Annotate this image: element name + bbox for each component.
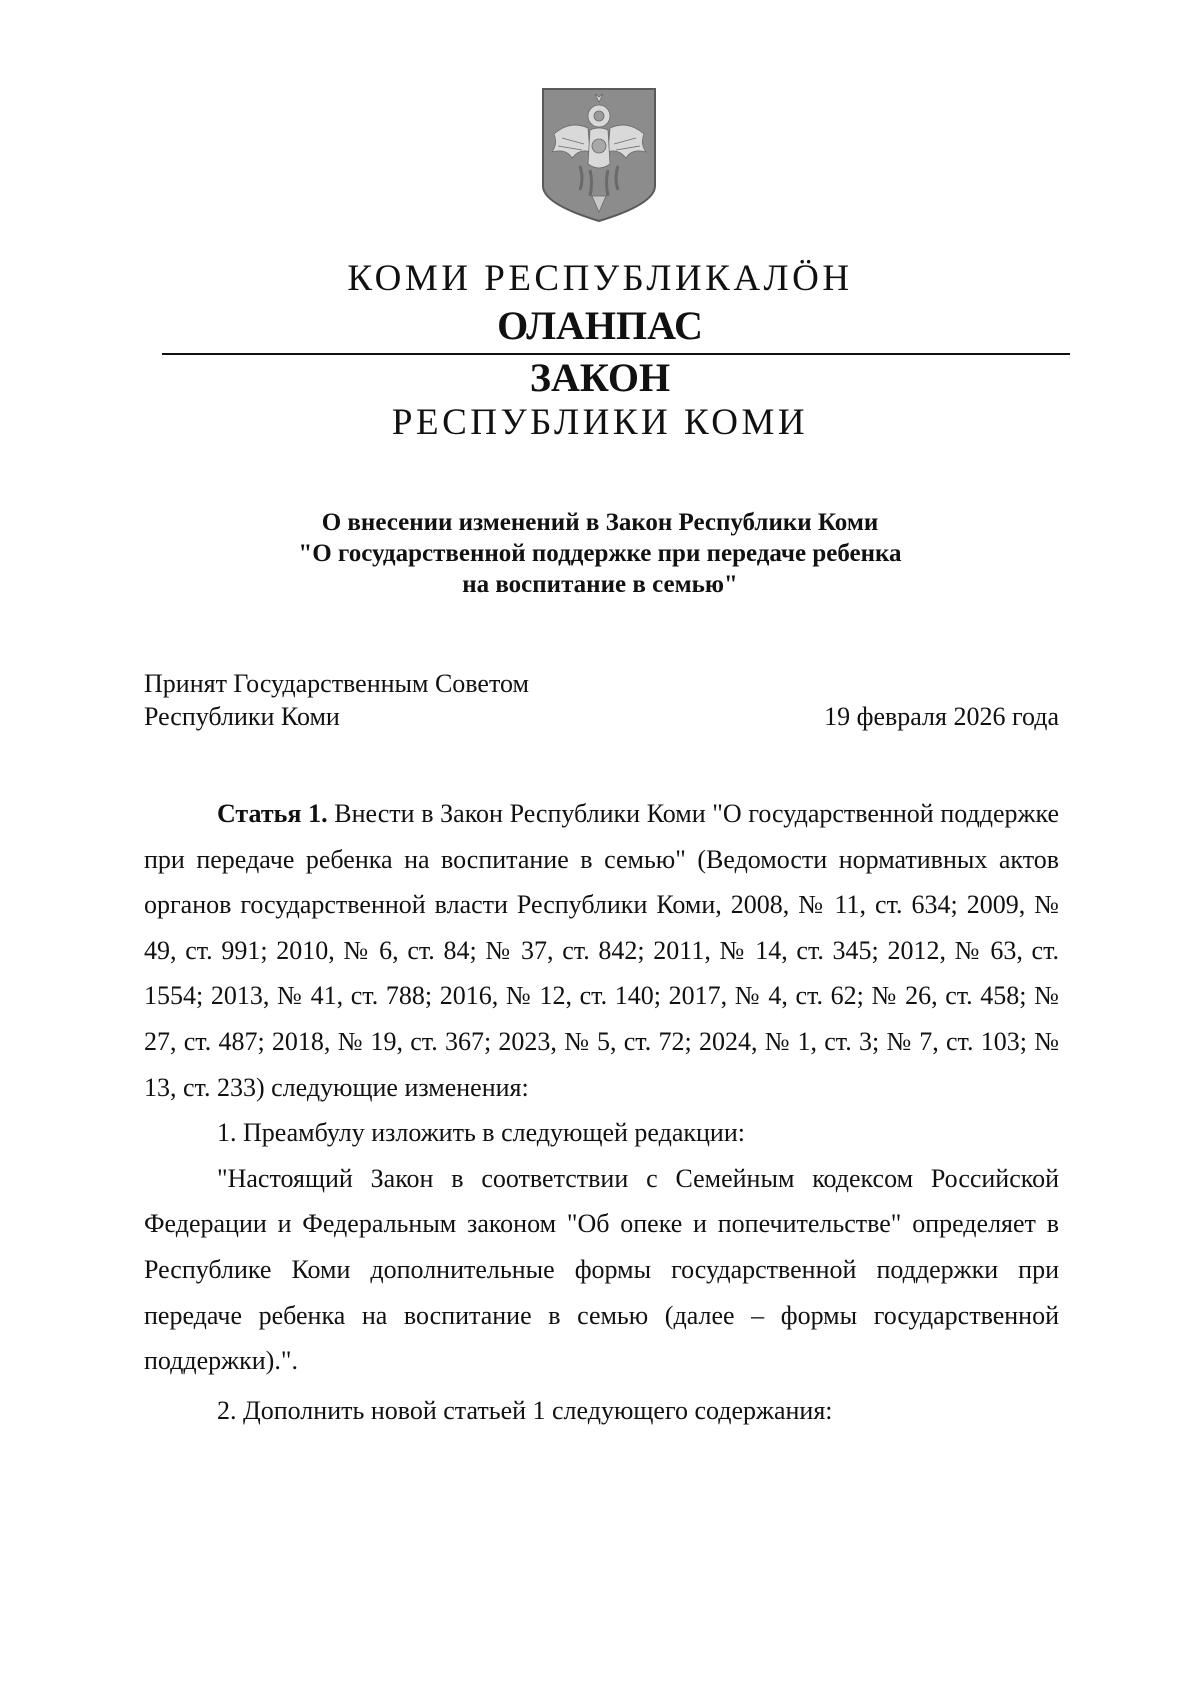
header-olanpas: ОЛАНПАС	[497, 303, 703, 348]
adoption-date: 19 февраля 2026 года	[824, 702, 1059, 731]
law-body	[144, 791, 1059, 1433]
article-text: Внести в Закон Республики Коми "О государственной поддержке при передаче ребенка на воспитание в семью" (Ведомости нормативных актов органов государственной власти Республики Коми, 2008, № 11, ст. 634; 2009, № 49, ст. 991; 2010, № 6, ст. 84; № 37, ст. 842; 2011, № 14, ст. 345; 2012, № 63, ст. 1554; 2013, № 41, ст. 788; 2016, № 12, ст. 140; 2017, № 4, ст. 62; № 26, ст. 458; № 27, ст. 487; 2018, № 19, ст. 367; 2023, № 5, ст. 72; 2024, № 1, ст. 3; № 7, ст. 103; № 13, ст. 233) следующие изменения:	[144, 799, 1059, 1102]
item-2-paragraph: 2. Дополнить новой статьей 1 следующего содержания:	[217, 1395, 833, 1425]
law-title-line: "О государственной поддержке при передаче ребенка	[298, 540, 902, 567]
adoption-info	[144, 667, 529, 733]
item-1-paragraph: 1. Преамбулу изложить в следующей редакции:	[217, 1118, 745, 1148]
komi-coat-of-arms-emblem	[540, 86, 658, 224]
article-label: Статья 1.	[217, 799, 328, 828]
header-zakon: ЗАКОН	[529, 355, 671, 400]
adopted-by-line: Принят Государственным Советом	[144, 669, 529, 698]
article-1-paragraph	[144, 791, 1059, 1110]
header-komi-language-republic: КОМИ РЕСПУБЛИКАЛӦН	[347, 258, 853, 299]
header-republic-komi: РЕСПУБЛИКИ КОМИ	[391, 402, 809, 443]
adopted-by-line: Республики Коми	[144, 702, 340, 731]
preamble-quote-paragraph: "Настоящий Закон в соответствии с Семейным кодексом Российской Федерации и Федеральным законом "Об опеке и попечительстве" определяет в Республике Коми дополнительные формы государственной поддержки при передаче ребенка на воспитание в семью (далее – формы государственной поддержки).".	[144, 1163, 1059, 1376]
law-title-line: О внесении изменений в Закон Республики Коми	[321, 509, 879, 536]
law-title-line: на воспитание в семью"	[462, 571, 738, 598]
law-title	[0, 507, 1200, 600]
